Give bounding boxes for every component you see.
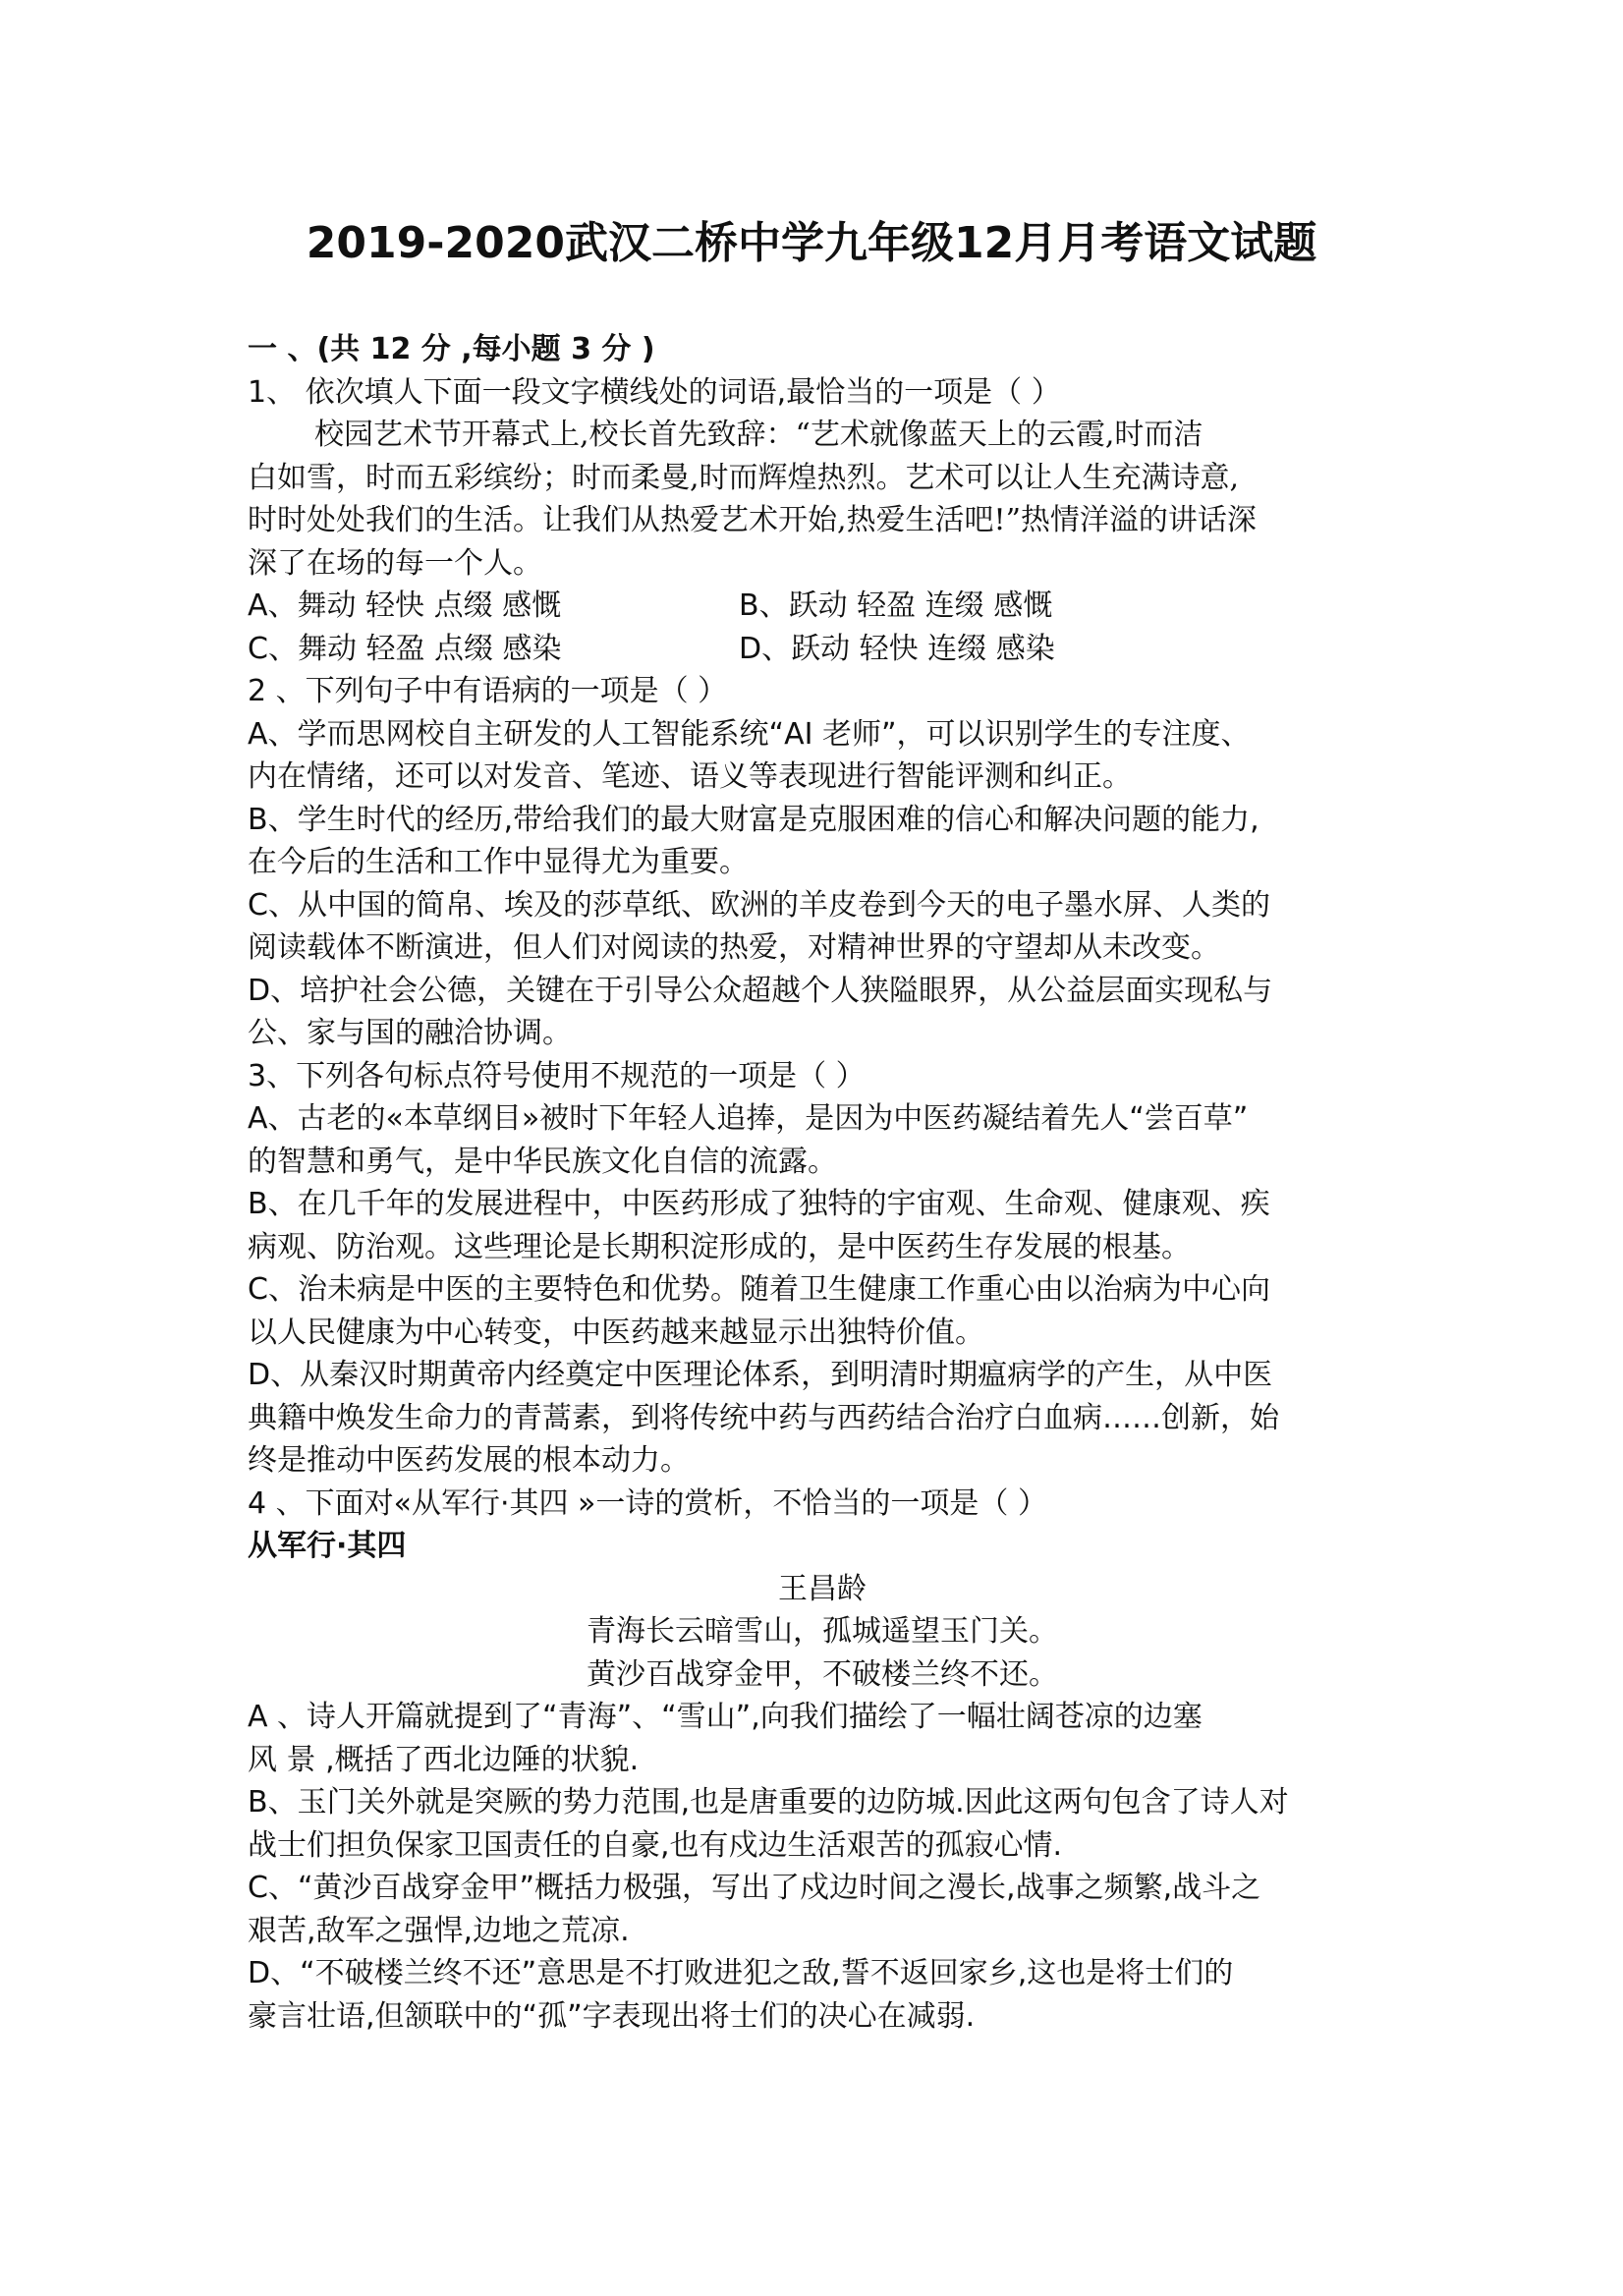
option-line: 终是推动中医药发展的根本动力。 <box>248 1443 690 1478</box>
option-line: B、学生时代的经历,带给我们的最大财富是克服困难的信心和解决问题的能力, <box>248 802 1259 837</box>
question-stem: 1、 依次填人下面一段文字横线处的词语,最恰当的一项是（ ） <box>248 374 1061 410</box>
question-4 <box>248 1483 1397 2039</box>
option-line: C、“黄沙百战穿金甲”概括力极强，写出了戍边时间之漫长,战事之频繁,战斗之 <box>248 1871 1261 1905</box>
option-line: A、古老的«本草纲目»被时下年轻人追捧，是因为中医药凝结着先人“尝百草” <box>248 1101 1249 1136</box>
question-stem: 3、下列各句标点符号使用不规范的一项是（ ） <box>248 1058 866 1093</box>
option-d: D、跃动 轻快 连缀 感染 <box>739 631 1055 666</box>
option-line: B、在几千年的发展进程中，中医药形成了独特的宇宙观、生命观、健康观、疾 <box>248 1187 1270 1221</box>
question-stem: 4 、下面对«从军行·其四 »一诗的赏析，不恰当的一项是（ ） <box>248 1485 1047 1521</box>
poem-title: 从军行·其四 <box>248 1529 407 1563</box>
option-line: D、“不破楼兰终不还”意思是不打败进犯之敌,誓不返回家乡,这也是将士们的 <box>248 1956 1234 1990</box>
option-c: C、舞动 轻盈 点缀 感染 <box>248 631 562 666</box>
option-line: 豪言壮语,但颔联中的“孤”字表现出将士们的决心在减弱. <box>248 1998 976 2034</box>
option-line: A 、诗人开篇就提到了“青海”、“雪山”,向我们描绘了一幅壮阔苍凉的边塞 <box>248 1700 1203 1734</box>
passage-line: 校园艺术节开幕式上,校长首先致辞：“艺术就像蓝天上的云霞,时而洁 <box>314 418 1203 452</box>
question-stem: 2 、下列句子中有语病的一项是（ ） <box>248 674 728 708</box>
option-line: 的智慧和勇气，是中华民族文化自信的流露。 <box>248 1144 837 1179</box>
question-2 <box>248 670 1397 1055</box>
option-line: A、学而思网校自主研发的人工智能系统“AI 老师”，可以识别学生的专注度、 <box>248 716 1251 752</box>
option-line: C、从中国的简帛、埃及的莎草纸、欧洲的羊皮卷到今天的电子墨水屏、人类的 <box>248 887 1270 923</box>
exam-content <box>248 328 1397 2038</box>
passage-line: 深了在场的每一个人。 <box>248 545 542 581</box>
section-header: 一 、(共 12 分 ,每小题 3 分 ) <box>248 332 655 366</box>
page-title: 2019-2020武汉二桥中学九年级12月月考语文试题 <box>306 218 1317 268</box>
option-line: 内在情绪，还可以对发音、笔迹、语义等表现进行智能评测和纠正。 <box>248 759 1132 794</box>
passage-line: 时时处处我们的生活。让我们从热爱艺术开始,热爱生活吧!”热情洋溢的讲话深 <box>248 503 1257 537</box>
option-line: 战士们担负保家卫国责任的自豪,也有戍边生活艰苦的孤寂心情. <box>248 1827 1063 1863</box>
option-line: 以人民健康为中心转变，中医药越来越显示出独特价值。 <box>248 1315 984 1350</box>
option-line: B、玉门关外就是突厥的势力范围,也是唐重要的边防城.因此这两句包含了诗人对 <box>248 1785 1289 1820</box>
options-row <box>248 628 1397 671</box>
option-line: 公、家与国的融洽协调。 <box>248 1016 572 1050</box>
poem-author: 王昌龄 <box>778 1571 867 1606</box>
passage-line: 白如雪，时而五彩缤纷；时而柔曼,时而辉煌热烈。艺术可以让人生充满诗意, <box>248 460 1240 495</box>
question-1 <box>248 371 1397 671</box>
option-line: 风 景 ,概括了西北边陲的状貌. <box>248 1742 640 1777</box>
option-line: 典籍中焕发生命力的青蒿素，到将传统中药与西药结合治疗白血病……创新，始 <box>248 1400 1279 1435</box>
poem-line: 黄沙百战穿金甲，不破楼兰终不还。 <box>587 1656 1058 1692</box>
poem-line: 青海长云暗雪山，孤城遥望玉门关。 <box>587 1614 1058 1649</box>
options-row <box>248 585 1397 628</box>
option-a: A、舞动 轻快 点缀 感慨 <box>248 588 562 623</box>
option-b: B、跃动 轻盈 连缀 感慨 <box>739 588 1053 623</box>
option-line: 在今后的生活和工作中显得尤为重要。 <box>248 845 749 879</box>
option-line: C、治未病是中医的主要特色和优势。随着卫生健康工作重心由以治病为中心向 <box>248 1272 1270 1307</box>
question-3 <box>248 1055 1397 1483</box>
option-line: 病观、防治观。这些理论是长期积淀形成的，是中医药生存发展的根基。 <box>248 1229 1191 1264</box>
option-line: 艰苦,敌军之强悍,边地之荒凉. <box>248 1913 630 1948</box>
option-line: D、培护社会公德，关键在于引导公众超越个人狭隘眼界，从公益层面实现私与 <box>248 973 1273 1008</box>
option-line: 阅读载体不断演进，但人们对阅读的热爱，对精神世界的守望却从未改变。 <box>248 930 1220 965</box>
option-line: D、从秦汉时期黄帝内经奠定中医理论体系，到明清时期瘟病学的产生，从中医 <box>248 1358 1273 1392</box>
